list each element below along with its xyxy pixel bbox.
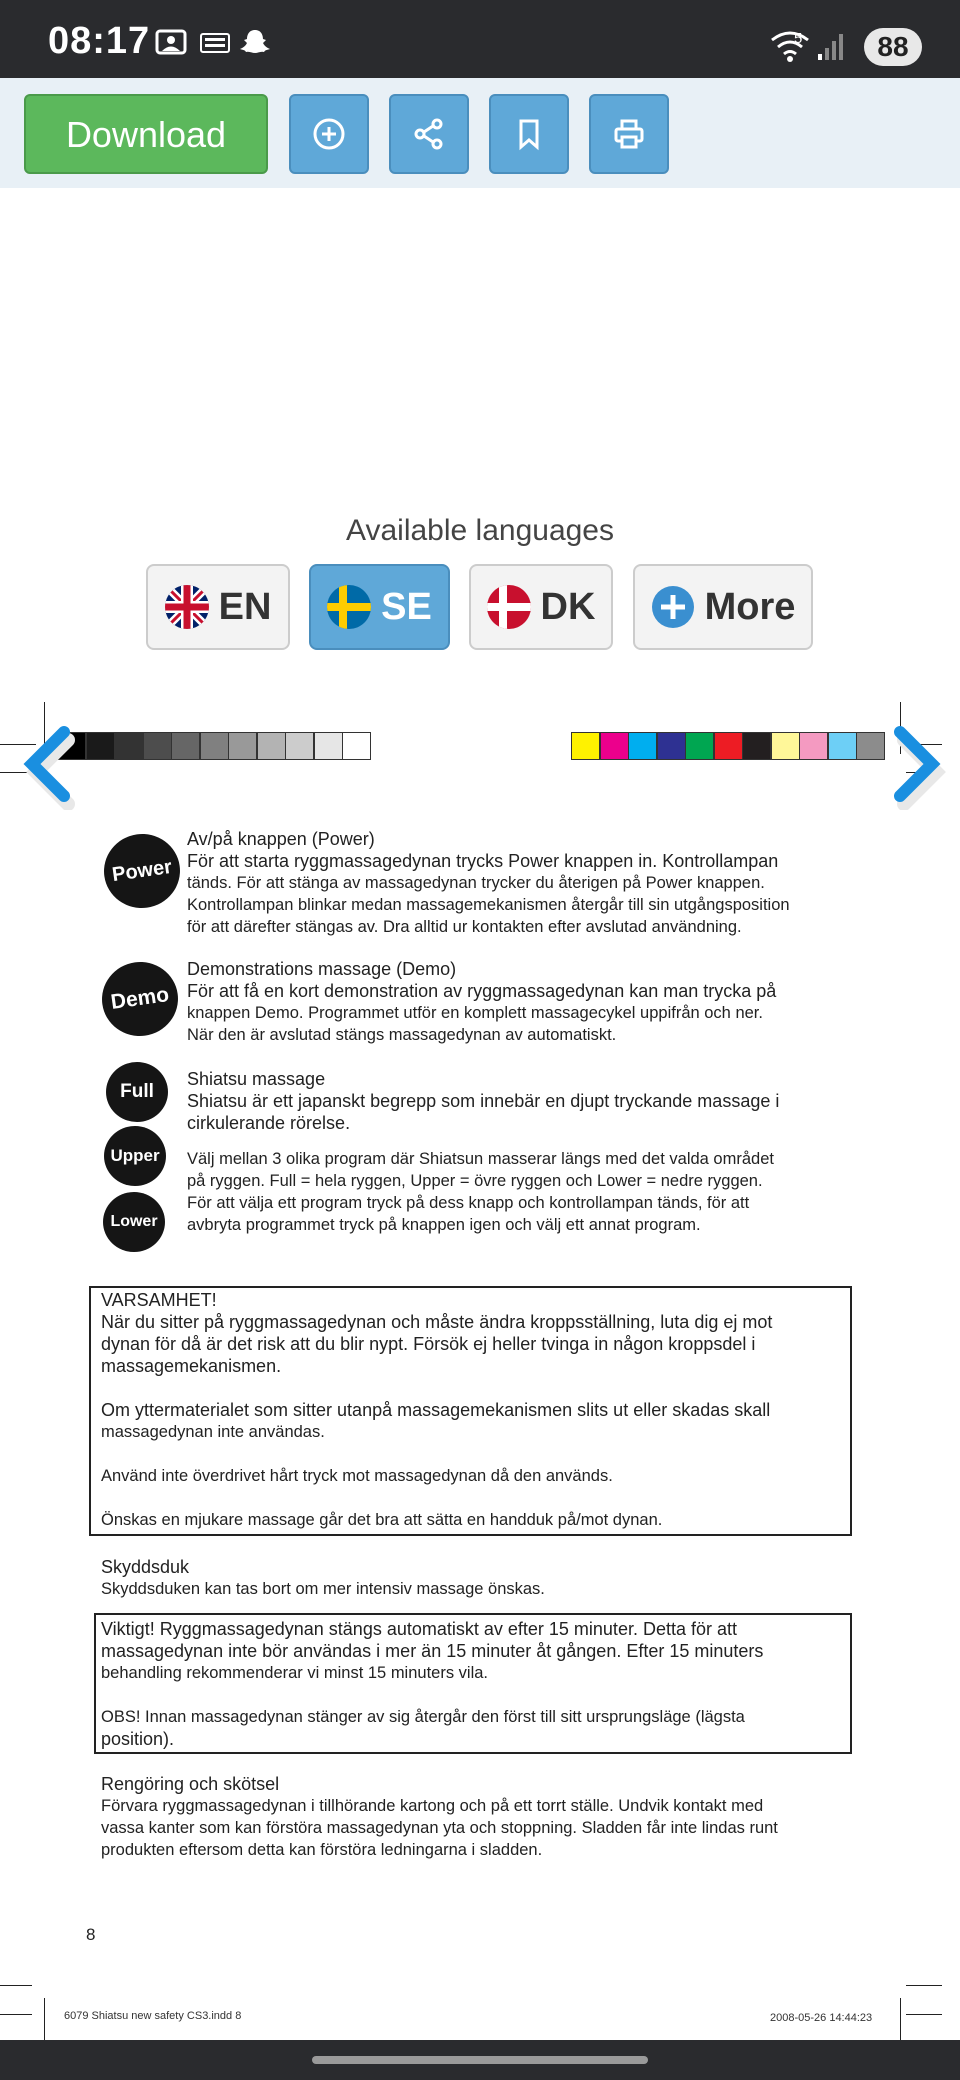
cleaning-heading: Rengöring och skötsel bbox=[101, 1774, 280, 1794]
cleaning-text-line: vassa kanter som kan förstöra massagedynan yta och stoppning. Sladden får inte lindas runt bbox=[101, 1819, 778, 1837]
color-swatch bbox=[657, 732, 686, 760]
plus-circle-icon bbox=[312, 117, 346, 151]
language-en-label: EN bbox=[218, 585, 272, 628]
cleaning-text-line: produkten eftersom detta kan förstöra ledningarna i sladden. bbox=[101, 1841, 543, 1859]
caution-text-line: Om yttermaterialet som sitter utanpå massagemekanismen slits ut eller skadas skall bbox=[101, 1400, 771, 1420]
shiatsu-text-line: cirkulerande rörelse. bbox=[187, 1113, 351, 1133]
shiatsu-text-line: För att välja ett program tryck på dess knapp och kontrollampan tänds, för att bbox=[187, 1194, 750, 1212]
color-swatch bbox=[228, 732, 257, 760]
power-section bbox=[187, 828, 790, 938]
demo-text-line: När den är avslutad stängs massagedynan av automatiskt. bbox=[187, 1026, 617, 1044]
plus-circle-icon bbox=[651, 585, 695, 629]
full-button-icon: Full bbox=[106, 1062, 168, 1122]
toolbar bbox=[0, 78, 960, 188]
crop-mark bbox=[0, 2014, 32, 2015]
language-dk-button[interactable] bbox=[469, 564, 613, 650]
language-se-label: SE bbox=[381, 585, 432, 628]
bookmark-icon bbox=[512, 117, 546, 151]
color-swatch bbox=[86, 732, 115, 760]
color-swatch bbox=[314, 732, 343, 760]
power-heading: Av/på knappen (Power) bbox=[187, 829, 375, 849]
screenshot-icon bbox=[154, 28, 188, 56]
power-text-line: tänds. För att stänga av massagedynan trycker du återigen på Power knappen. bbox=[187, 874, 765, 892]
previous-page-arrow[interactable] bbox=[16, 720, 76, 810]
home-gesture-handle[interactable] bbox=[312, 2056, 648, 2064]
demo-heading: Demonstrations massage (Demo) bbox=[187, 959, 457, 979]
color-swatch bbox=[571, 732, 600, 760]
important-section bbox=[101, 1618, 763, 1750]
important-text-line: massagedynan inte bör användas i mer än 15 minuter åt gången. Efter 15 minuters bbox=[101, 1641, 764, 1661]
power-text-line: för att därefter stängas av. Dra alltid ur kontakten efter avslutad användning. bbox=[187, 918, 742, 936]
color-swatch bbox=[742, 732, 771, 760]
power-text-line: För att starta ryggmassagedynan trycks Power knappen in. Kontrollampan bbox=[187, 851, 779, 871]
document-page bbox=[0, 188, 960, 2040]
cover-heading: Skyddsduk bbox=[101, 1557, 190, 1577]
color-swatch bbox=[771, 732, 800, 760]
caution-heading: VARSAMHET! bbox=[101, 1290, 217, 1310]
news-icon bbox=[198, 28, 232, 56]
color-swatch bbox=[342, 732, 371, 760]
color-swatch bbox=[285, 732, 314, 760]
cleaning-text-line: Förvara ryggmassagedynan i tillhörande kartong och på ett torrt ställe. Undvik kontakt med bbox=[101, 1797, 764, 1815]
shiatsu-heading: Shiatsu massage bbox=[187, 1069, 326, 1089]
crop-mark bbox=[906, 1985, 942, 1986]
download-button[interactable]: Download bbox=[24, 94, 268, 174]
demo-button-icon: Demo bbox=[97, 957, 183, 1041]
status-time: 08:17 bbox=[48, 20, 151, 62]
important-text-line: behandling rekommenderar vi minst 15 minuters vila. bbox=[101, 1664, 489, 1682]
navigation-bar bbox=[0, 2040, 960, 2080]
shiatsu-text-line: Välj mellan 3 olika program där Shiatsun masserar längs med det valda området bbox=[187, 1150, 774, 1168]
battery-indicator: 88 bbox=[864, 28, 922, 66]
caution-text-line: massagemekanismen. bbox=[101, 1356, 282, 1376]
color-swatch bbox=[257, 732, 286, 760]
sweden-flag-icon bbox=[327, 585, 371, 629]
shiatsu-text-line: Shiatsu är ett japanskt begrepp som innebär en djupt tryckande massage i bbox=[187, 1091, 780, 1111]
footer-file-name: 6079 Shiatsu new safety CS3.indd 8 bbox=[64, 2010, 242, 2022]
share-icon bbox=[412, 117, 446, 151]
page-number: 8 bbox=[86, 1925, 96, 1944]
next-page-arrow[interactable] bbox=[888, 720, 948, 810]
color-swatch bbox=[714, 732, 743, 760]
upper-button-icon: Upper bbox=[104, 1126, 166, 1186]
language-en-button[interactable] bbox=[146, 564, 290, 650]
bookmark-button[interactable] bbox=[489, 94, 569, 174]
signal-icon bbox=[816, 32, 844, 62]
color-swatch bbox=[171, 732, 200, 760]
color-swatch bbox=[628, 732, 657, 760]
language-se-button[interactable] bbox=[309, 564, 450, 650]
snapchat-icon bbox=[238, 28, 272, 56]
color-swatch bbox=[114, 732, 143, 760]
language-dk-label: DK bbox=[540, 585, 596, 628]
print-button[interactable] bbox=[589, 94, 669, 174]
footer-timestamp: 2008-05-26 14:44:23 bbox=[770, 2012, 873, 2024]
crop-mark bbox=[0, 1985, 32, 1986]
power-button-icon: Power bbox=[99, 829, 185, 913]
demo-section bbox=[187, 958, 776, 1046]
important-text-line: OBS! Innan massagedynan stänger av sig återgår den först till sitt ursprungsläge (lägsta bbox=[101, 1708, 745, 1726]
wifi-label: 5 bbox=[794, 30, 803, 47]
caution-section bbox=[101, 1289, 772, 1531]
caution-text-line: dynan för då är det risk att du blir nypt. Försök ej heller tvinga in någon kroppsdel i bbox=[101, 1334, 756, 1354]
wifi-icon bbox=[770, 30, 810, 64]
color-swatch bbox=[600, 732, 629, 760]
caution-text-line: massagedynan inte användas. bbox=[101, 1423, 325, 1441]
shiatsu-section bbox=[187, 1068, 779, 1236]
important-text-line: position). bbox=[101, 1729, 175, 1749]
color-swatch bbox=[856, 732, 885, 760]
status-bar bbox=[0, 0, 960, 78]
share-button[interactable] bbox=[389, 94, 469, 174]
color-swatch bbox=[200, 732, 229, 760]
crop-mark bbox=[906, 2014, 942, 2015]
color-swatch bbox=[685, 732, 714, 760]
color-swatch bbox=[828, 732, 857, 760]
lower-button-icon: Lower bbox=[103, 1192, 165, 1252]
important-text-line: Viktigt! Ryggmassagedynan stängs automatiskt av efter 15 minuter. Detta för att bbox=[101, 1619, 737, 1639]
caution-text-line: Önskas en mjukare massage går det bra att sätta en handduk på/mot dynan. bbox=[101, 1511, 663, 1529]
language-more-label: More bbox=[704, 585, 796, 628]
cover-section bbox=[101, 1556, 545, 1600]
uk-flag-icon bbox=[165, 585, 209, 629]
caution-text-line: Använd inte överdrivet hårt tryck mot massagedynan då den används. bbox=[101, 1467, 613, 1485]
power-text-line: Kontrollampan blinkar medan massagemekanismen återgår till sin utgångsposition bbox=[187, 896, 790, 914]
printer-icon bbox=[612, 117, 646, 151]
add-button[interactable] bbox=[289, 94, 369, 174]
language-more-button[interactable] bbox=[633, 564, 813, 650]
shiatsu-text-line: avbryta programmet tryck på knappen igen och välj ett annat program. bbox=[187, 1216, 701, 1234]
languages-title: Available languages bbox=[346, 514, 614, 547]
color-swatch bbox=[799, 732, 828, 760]
shiatsu-text-line: på ryggen. Full = hela ryggen, Upper = övre ryggen och Lower = nedre ryggen. bbox=[187, 1172, 763, 1190]
caution-text-line: När du sitter på ryggmassagedynan och måste ändra kroppsställning, luta dig ej mot bbox=[101, 1312, 773, 1332]
demo-text-line: För att få en kort demonstration av ryggmassagedynan kan man trycka på bbox=[187, 981, 777, 1001]
denmark-flag-icon bbox=[487, 585, 531, 629]
cover-text: Skyddsduken kan tas bort om mer intensiv massage önskas. bbox=[101, 1580, 545, 1598]
cleaning-section bbox=[101, 1773, 778, 1861]
demo-text-line: knappen Demo. Programmet utför en komplett massagecykel uppifrån och ner. bbox=[187, 1004, 763, 1022]
color-swatch bbox=[143, 732, 172, 760]
